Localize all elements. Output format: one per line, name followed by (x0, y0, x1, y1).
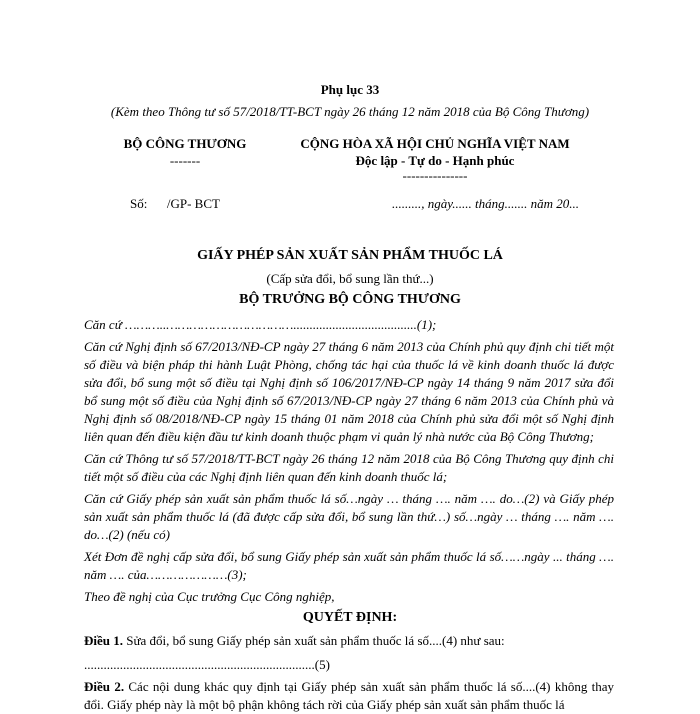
document-number: Số: /GP- BCT (130, 196, 220, 211)
document-title: GIẤY PHÉP SẢN XUẤT SẢN PHẨM THUỐC LÁ (197, 248, 503, 263)
article-1-label: Điều 1. (84, 633, 123, 648)
article-1-text: Sửa đổi, bổ sung Giấy phép sản xuất sản phẩm thuốc lá số....(4) như sau: (123, 633, 505, 648)
basis-paragraph: Căn cứ Thông tư số 57/2018/TT-BCT ngày 26 tháng 12 năm 2018 của Bộ Công Thương quy định chi tiết một số điều của các Nghị định liên quan đến kinh doanh thuốc lá; (84, 451, 614, 484)
national-motto: Độc lập - Tự do - Hạnh phúc (355, 153, 515, 168)
article-2 (84, 678, 614, 714)
issue-date: ........., ngày...... tháng....... năm 20... (392, 196, 580, 211)
issuer-title: BỘ TRƯỞNG BỘ CÔNG THƯƠNG (239, 292, 461, 307)
legal-basis (84, 316, 614, 610)
article-2-label: Điều 2. (84, 679, 125, 694)
annex-subtitle: (Kèm theo Thông tư số 57/2018/TT-BCT ngày 26 tháng 12 năm 2018 của Bộ Công Thương) (110, 104, 590, 119)
basis-paragraph: Theo đề nghị của Cục trưởng Cục Công nghiệp, (84, 589, 335, 604)
annex-title: Phụ lục 33 (320, 82, 380, 97)
decision-heading: QUYẾT ĐỊNH: (302, 610, 398, 625)
article-2-text: Các nội dung khác quy định tại Giấy phép sản xuất sản phẩm thuốc lá số....(4) không thay đổi. Giấy phép này là một bộ phận không tách rời của Giấy phép sản xuất sản phẩm thuốc lá (84, 679, 615, 712)
motto-rule: --------------- (402, 168, 468, 183)
agency-rule: ------- (169, 153, 201, 168)
basis-paragraph: Căn cứ ………..……………………………......................................(1); (84, 317, 437, 332)
basis-paragraph: Căn cứ Giấy phép sản xuất sản phẩm thuốc lá số…ngày … tháng …. năm …. do…(2) và Giấy phép sản xuất sản phẩm thuốc lá (đã được cấp sửa đổi, bổ sung lần thứ…) số…ngày … tháng …. năm …. do…(2) (nếu có) (84, 491, 614, 542)
basis-paragraph: Xét Đơn đề nghị cấp sửa đổi, bổ sung Giấy phép sản xuất sản phẩm thuốc lá số……ngày ... tháng …. năm …. của…………………(3); (84, 549, 614, 582)
article-1-blank-line: .......................................................................(5) (84, 657, 330, 672)
nation-name: CỘNG HÒA XÃ HỘI CHỦ NGHĨA VIỆT NAM (300, 136, 570, 151)
article-1 (84, 632, 614, 650)
agency-name: BỘ CÔNG THƯƠNG (123, 136, 247, 151)
basis-paragraph: Căn cứ Nghị định số 67/2013/NĐ-CP ngày 27 tháng 6 năm 2013 của Chính phủ quy định chi tiết một số điều và biện pháp thi hành Luật Phòng, chống tác hại của thuốc lá về kinh doanh thuốc lá được sửa đổi, bổ sung một số điều tại Nghị định số 106/2017/NĐ-CP ngày 14 tháng 9 năm 2017 sửa đổi bổ sung một số điều của Nghị định số 67/2013/NĐ-CP ngày 27 tháng 6 năm 2013 của Chính phủ và Nghị định số 08/2018/NĐ-CP ngày 15 tháng 01 năm 2018 của Chính phủ sửa đổi một số Nghị định liên quan đến điều kiện đầu tư kinh doanh thuộc phạm vi quản lý nhà nước của Bộ Công Thương; (84, 339, 614, 444)
amendment-note: (Cấp sửa đổi, bổ sung lần thứ...) (266, 271, 434, 286)
